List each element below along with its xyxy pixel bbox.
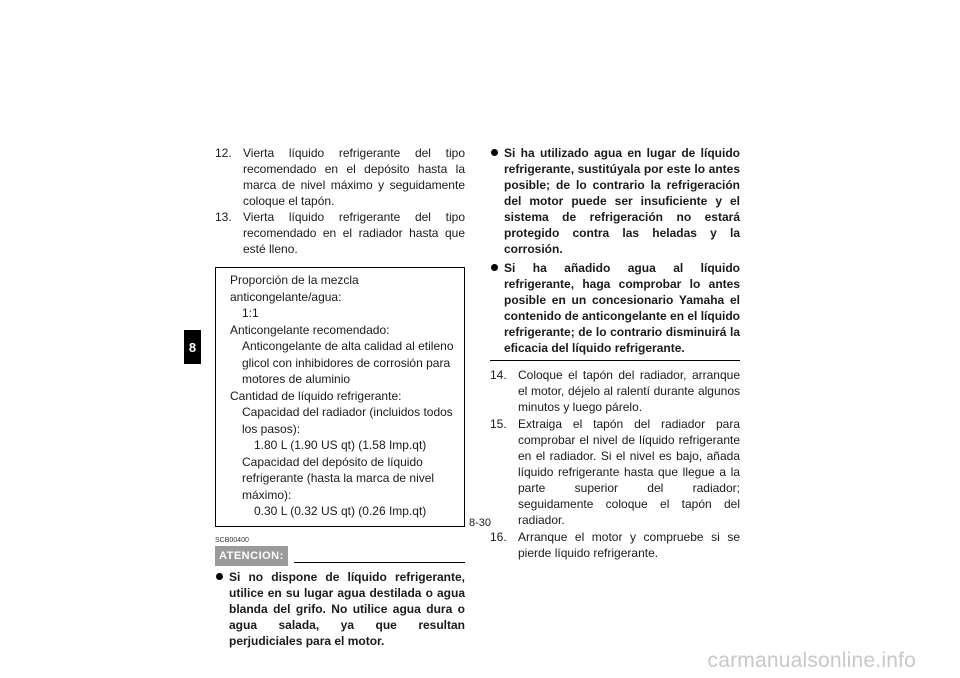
radiator-capacity-label: Capacidad del radiador (incluidos todos los pasos): (242, 405, 453, 436)
caution-bullet (215, 569, 465, 649)
step-16 (490, 529, 740, 561)
caution-divider (294, 562, 465, 563)
step-number: 12. (215, 146, 232, 160)
antifreeze-label: Anticongelante recomendado: (230, 322, 390, 337)
left-column (215, 145, 465, 649)
caution-text: Si ha añadido agua al líquido refrigerante, haga comprobar lo antes posible en un concesionario Yamaha el contenido de anticongelante en el líquido refrigerante; de lo contrario disminuirá la eficacia del líquido refrigerante. (504, 261, 741, 355)
bullet-icon (491, 264, 498, 271)
watermark: carmanualsonline.info (707, 649, 916, 672)
step-14 (490, 367, 740, 415)
bullet-icon (491, 149, 498, 156)
ratio-label: Proporción de la mezcla anticongelante/agua: (230, 273, 359, 304)
reservoir-capacity-label: Capacidad del depósito de líquido refrigerante (hasta la marca de nivel máximo): (242, 454, 435, 502)
step-text: Extraiga el tapón del radiador para comprobar el nivel de líquido refrigerante en el radiador. Si el nivel es bajo, añada líquido refrigerante hasta que llegue a la parte superior del radiador; seguidamente coloque el tapón del radiador. (518, 417, 740, 527)
step-15 (490, 416, 740, 528)
page-number: 8-30 (469, 517, 492, 529)
caution-text: Si no dispone de líquido refrigerante, utilice en su lugar agua destilada o agua blanda del grifo. No utilice agua dura o agua salada, ya que resultan perjudiciales para el motor. (229, 569, 465, 648)
step-text: Arranque el motor y compruebe si se pierde líquido refrigerante. (518, 530, 740, 560)
right-column (490, 145, 740, 562)
bullet-icon (216, 573, 223, 580)
antifreeze-value: Anticongelante de alta calidad al etileno glicol con inhibidores de corrosión para motores de aluminio (242, 339, 454, 386)
step-number: 16. (490, 530, 507, 544)
caution-bullet-water (490, 145, 740, 257)
caution-text: Si ha utilizado agua en lugar de líquido refrigerante, sustitúyala por este lo antes posible; de lo contrario la refrigeración del motor puede ser insuficiente y el sistema de refrigeración no estará protegido contra las heladas y la corrosión. (504, 146, 740, 256)
coolant-spec-box (215, 267, 465, 527)
caution-end-divider (490, 360, 740, 361)
step-number: 13. (215, 210, 232, 224)
step-13 (215, 209, 465, 257)
chapter-number: 8 (188, 339, 197, 355)
caution-header (215, 546, 465, 566)
step-list (490, 367, 740, 561)
caution-code: SCB00400 (215, 536, 249, 544)
radiator-capacity-value: 1.80 L (1.90 US qt) (1.58 Imp.qt) (254, 438, 427, 452)
step-text: Vierta líquido refrigerante del tipo recomendado en el radiador hasta que esté lleno. (243, 210, 465, 256)
caution-bullet-antifreeze (490, 260, 740, 356)
ratio-value: 1:1 (242, 306, 259, 320)
caution-label: ATENCION: (215, 546, 288, 566)
step-number: 14. (490, 368, 507, 382)
step-text: Vierta líquido refrigerante del tipo recomendado en el depósito hasta la marca de nivel máximo y seguidamente coloque el tapón. (243, 146, 465, 208)
quantity-label: Cantidad de líquido refrigerante: (230, 388, 402, 403)
step-12 (215, 145, 465, 209)
chapter-tab (184, 330, 201, 364)
reservoir-capacity-value: 0.30 L (0.32 US qt) (0.26 Imp.qt) (254, 504, 427, 518)
step-number: 15. (490, 417, 507, 431)
step-text: Coloque el tapón del radiador, arranque el motor, déjelo al ralentí durante algunos minutos y luego párelo. (518, 368, 740, 414)
